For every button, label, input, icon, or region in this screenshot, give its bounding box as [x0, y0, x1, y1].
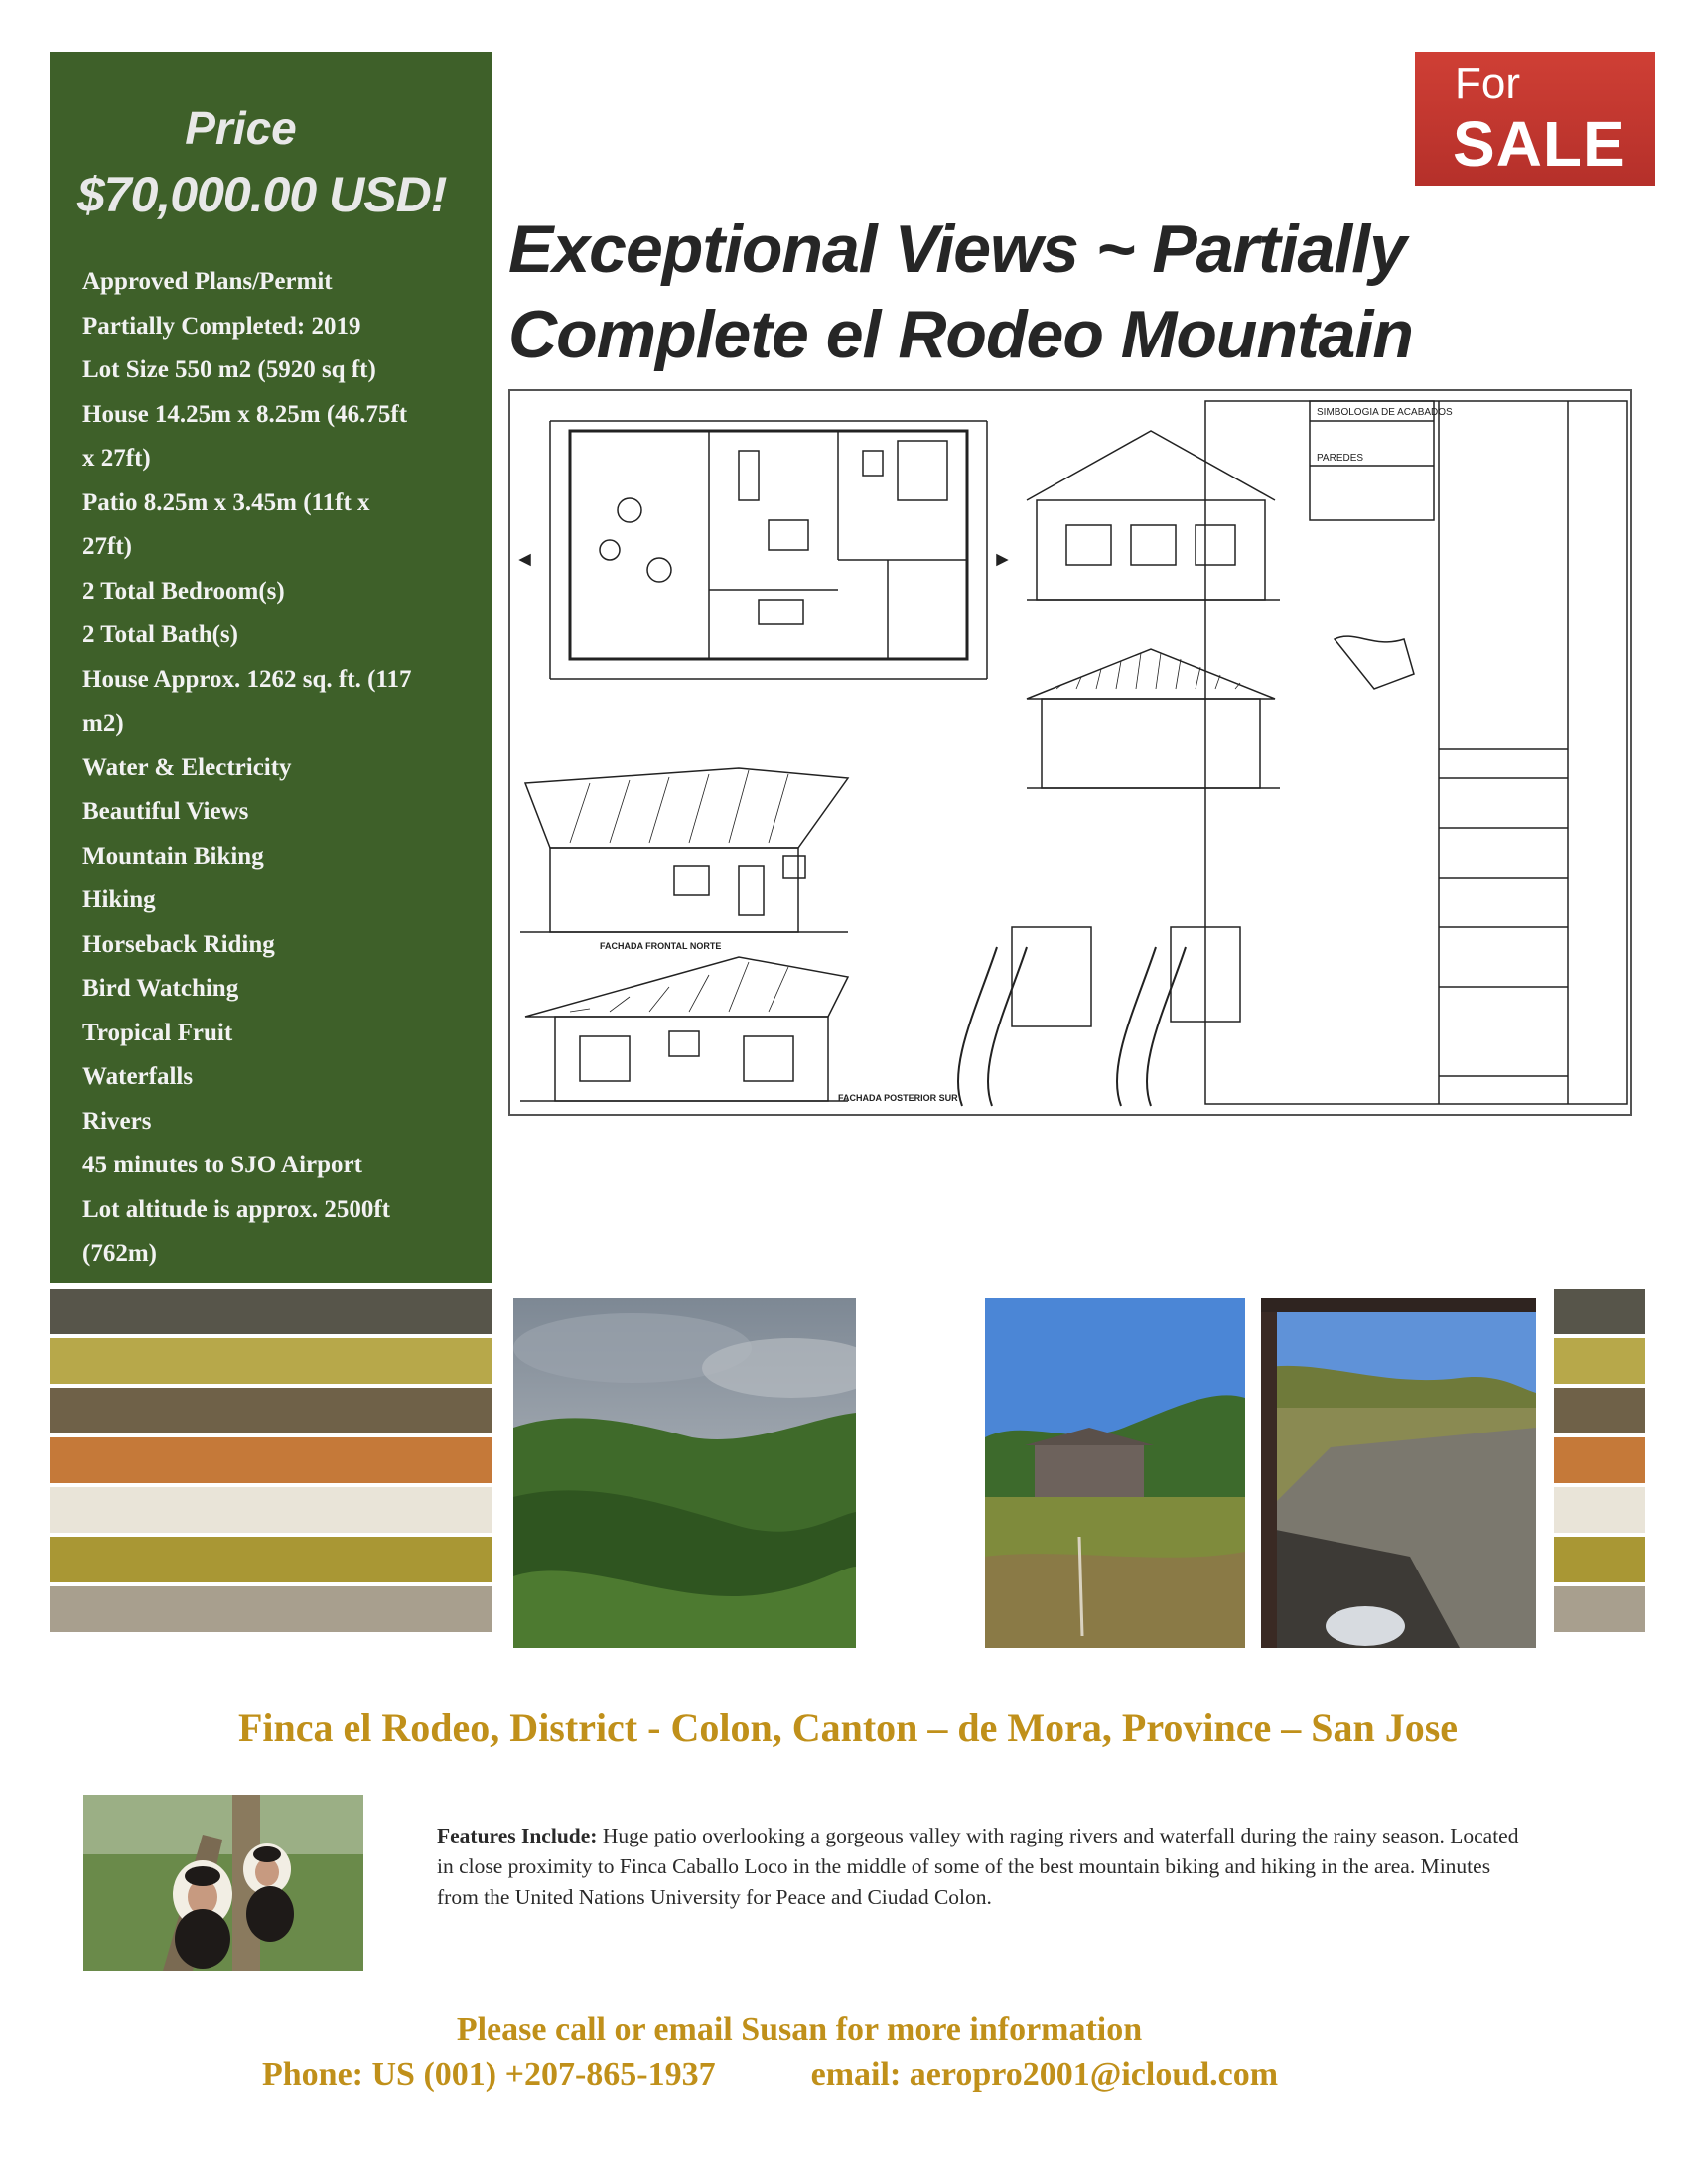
patio-view-photo	[1261, 1298, 1536, 1648]
feature-item: Partially Completed: 2019	[82, 312, 361, 340]
color-swatch	[50, 1338, 492, 1384]
feature-item: Water & Electricity	[82, 753, 292, 781]
feature-item: Bird Watching	[82, 975, 239, 1002]
feature-item: Mountain Biking	[82, 842, 264, 870]
color-swatch	[50, 1289, 492, 1334]
phone-number: Phone: US (001) +207-865-1937	[262, 2056, 716, 2093]
valley-view-photo	[513, 1298, 856, 1648]
legend-walls: PAREDES	[1317, 453, 1364, 464]
monkey-photo	[83, 1795, 363, 1971]
feature-item: House Approx. 1262 sq. ft. (117	[82, 665, 412, 693]
color-swatch	[50, 1586, 492, 1632]
sidebar-panel	[50, 52, 492, 1283]
price-heading: Price	[185, 102, 297, 154]
patio-photo-drawing	[1261, 1298, 1536, 1648]
feature-item: 2 Total Bath(s)	[82, 621, 238, 648]
location-line: Finca el Rodeo, District - Colon, Canton – de Mora, Province – San Jose	[238, 1706, 1459, 1750]
color-swatch	[1554, 1338, 1645, 1384]
lot-house-photo	[985, 1298, 1245, 1648]
front-elevation-label: FACHADA FRONTAL NORTE	[600, 941, 722, 951]
legend-title: SIMBOLOGIA DE ACABADOS	[1317, 407, 1453, 418]
feature-list	[82, 260, 480, 1277]
color-swatch	[50, 1537, 492, 1582]
blueprint-drawing	[510, 391, 1630, 1114]
features-body: Huge patio overlooking a gorgeous valley with raging rivers and waterfall during the rainy season. Located in close proximity to Finca Caballo Loco in the middle of some of the best mountain biking and hiking in the area. Minutes from the United Nations University for Peace and Ciudad Colon.	[437, 1824, 1519, 1909]
architectural-plan-image	[508, 389, 1632, 1116]
price-value: $70,000.00 USD!	[77, 167, 447, 222]
feature-item: m2)	[82, 710, 124, 737]
feature-item: Patio 8.25m x 3.45m (11ft x	[82, 488, 370, 516]
features-lead: Features Include:	[437, 1824, 598, 1847]
valley-photo-drawing	[513, 1298, 856, 1648]
feature-item: 2 Total Bedroom(s)	[82, 577, 285, 605]
color-swatch	[50, 1388, 492, 1433]
monkey-photo-drawing	[83, 1795, 363, 1971]
feature-item: Lot altitude is approx. 2500ft	[82, 1195, 390, 1223]
color-swatch	[1554, 1487, 1645, 1533]
for-sale-badge	[1415, 52, 1655, 186]
feature-item: Lot Size 550 m2 (5920 sq ft)	[82, 356, 376, 383]
feature-item: Waterfalls	[82, 1063, 194, 1090]
feature-item: Hiking	[82, 887, 156, 913]
color-swatch	[1554, 1537, 1645, 1582]
color-swatch	[50, 1437, 492, 1483]
rear-elevation-label: FACHADA POSTERIOR SUR	[838, 1093, 958, 1103]
feature-item: 45 minutes to SJO Airport	[82, 1152, 362, 1178]
contact-details	[262, 2056, 1278, 2094]
headline-line-1: Exceptional Views ~ Partially	[508, 211, 1406, 287]
color-swatch	[1554, 1437, 1645, 1483]
feature-item: Tropical Fruit	[82, 1019, 233, 1046]
feature-item: x 27ft)	[82, 445, 151, 472]
feature-item: Approved Plans/Permit	[82, 268, 333, 295]
feature-item: Beautiful Views	[82, 798, 249, 825]
color-swatch	[50, 1487, 492, 1533]
color-swatch	[1554, 1586, 1645, 1632]
feature-item: House 14.25m x 8.25m (46.75ft	[82, 400, 408, 428]
headline-line-2: Complete el Rodeo Mountain	[508, 297, 1413, 372]
email-address: email: aeropro2001@icloud.com	[810, 2056, 1279, 2093]
badge-line-for: For	[1455, 60, 1520, 108]
feature-item: Rivers	[82, 1107, 152, 1135]
color-swatch	[1554, 1388, 1645, 1433]
feature-item: (762m)	[82, 1240, 157, 1267]
badge-line-sale: SALE	[1453, 108, 1626, 180]
lot-photo-drawing	[985, 1298, 1245, 1648]
features-description	[437, 1821, 1519, 1913]
color-swatch	[1554, 1289, 1645, 1334]
contact-heading: Please call or email Susan for more information	[456, 2011, 1143, 2048]
feature-item: 27ft)	[82, 533, 132, 560]
feature-item: Horseback Riding	[82, 930, 275, 958]
